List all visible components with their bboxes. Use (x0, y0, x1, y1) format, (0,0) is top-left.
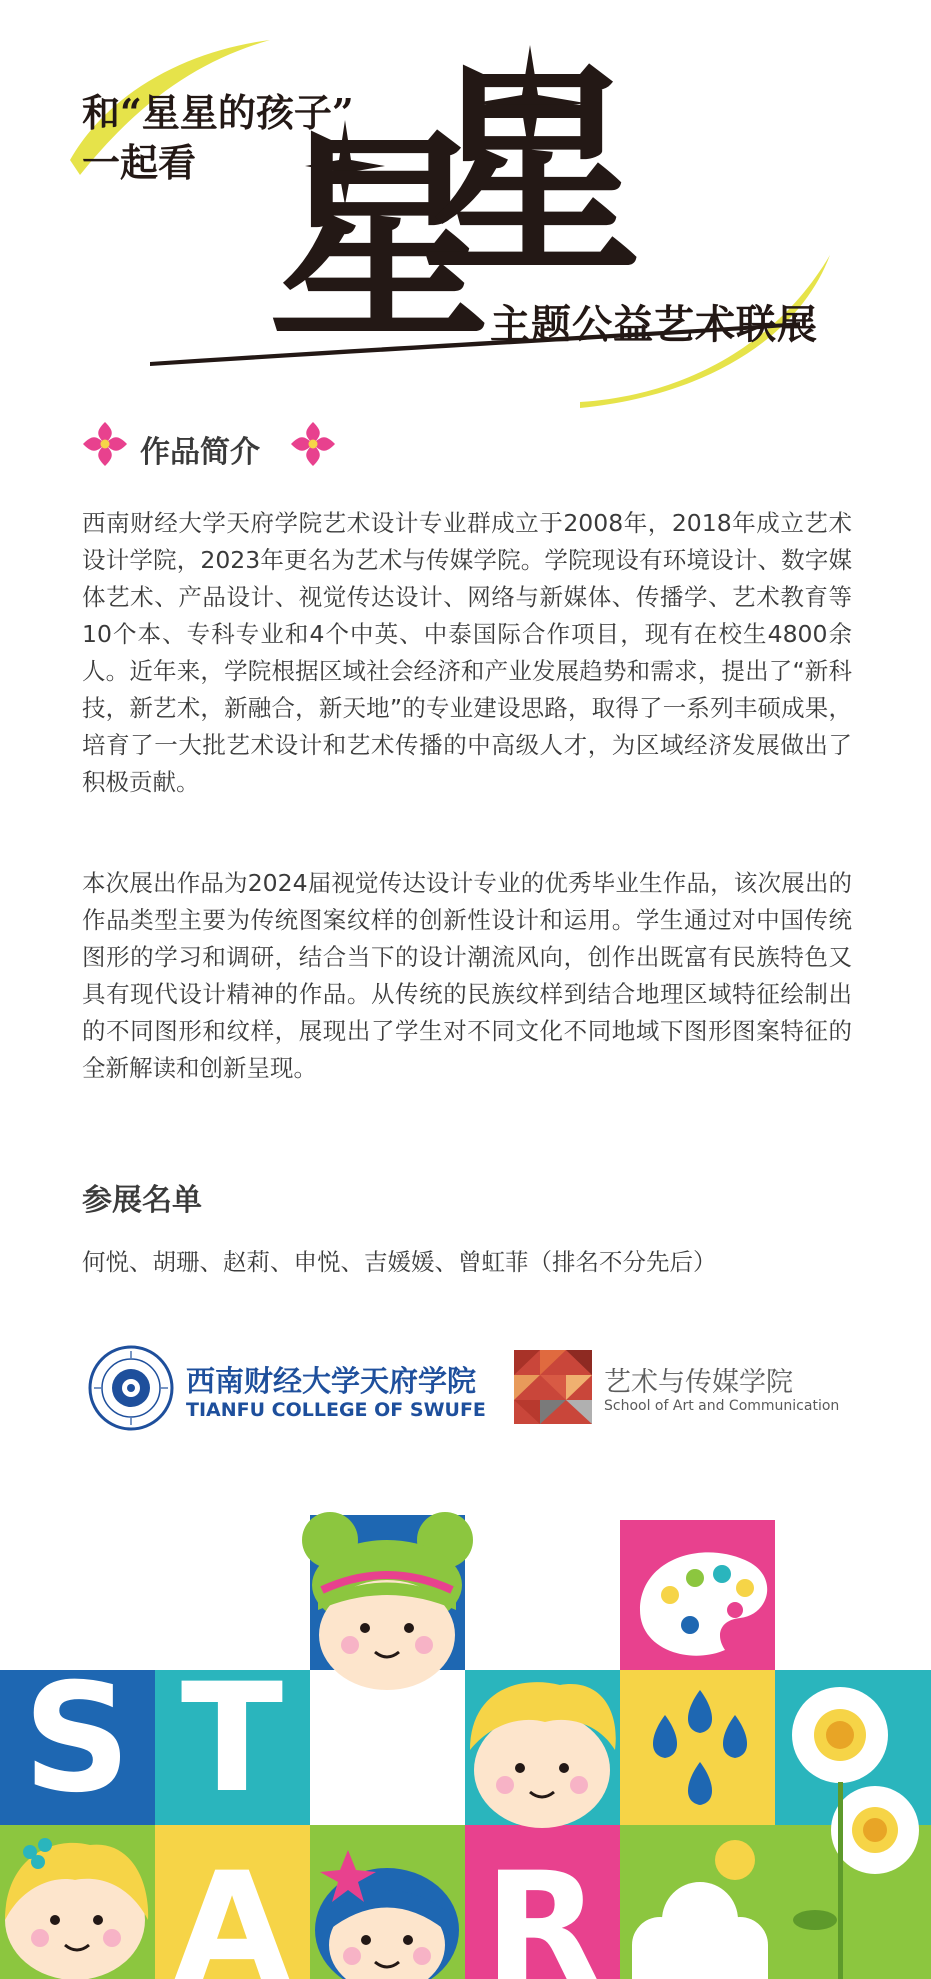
intro-paragraph-2: 本次展出作品为2024届视觉传达设计专业的优秀毕业生作品，该次展出的作品类型主要为传统图案纹样的创新性设计和运用。学生通过对中国传统图形的学习和调研，结合当下的设计潮流风向，创作出既富有民族特色又具有现代设计精神的作品。从传统的民族纹样到结合地理区域特征绘制出的不同图形和纹样，展现出了学生对不同文化不同地域下图形图案特征的全新解读和创新呈现。 (82, 869, 852, 1082)
grid-tile-white (310, 1670, 465, 1825)
letter-s: S (22, 1652, 132, 1826)
letter-t: T (180, 1652, 284, 1826)
boy-yellow-hair-icon (470, 1682, 616, 1828)
header-line-2: 一起看 (82, 140, 197, 185)
art-school-name-en: School of Art and Communication (604, 1398, 840, 1414)
participants-title: 参展名单 (82, 1183, 202, 1218)
participants-names: 何悦、胡珊、赵莉、申悦、吉媛媛、曾虹菲（排名不分先后） (82, 1248, 717, 1276)
header-line-1: 和“星星的孩子” (82, 90, 354, 135)
college-seal-icon (88, 1345, 174, 1431)
art-school-mark-icon (514, 1350, 592, 1424)
college-name-en: TIANFU COLLEGE OF SWUFE (186, 1399, 486, 1421)
header-big-char-2: 星 (420, 43, 642, 303)
art-school-logo (514, 1350, 854, 1430)
intro-title: 作品简介 (140, 435, 260, 470)
intro-paragraph-1: 西南财经大学天府学院艺术设计专业群成立于2008年，2018年成立艺术设计学院，2023年更名为艺术与传媒学院。学院现设有环境设计、数字媒体艺术、产品设计、视觉传达设计、网络与新媒体、传播学、艺术教育等10个本、专科专业和4个中英、中泰国际合作项目，现有在校生4800余人。近年来，学院根据区域社会经济和产业发展趋势和需求，提出了“新科技，新艺术，新融合，新天地”的专业建设思路，取得了一系列丰硕成果，培育了一大批艺术设计和艺术传播的中高级人才，为区域经济发展做出了积极贡献。 (82, 509, 852, 796)
letter-r: R (484, 1841, 600, 1979)
tianfu-college-logo (88, 1345, 486, 1435)
header-big-char-1: 星 (268, 109, 490, 369)
letter-a: A (173, 1841, 291, 1979)
flower-icon (82, 421, 128, 467)
college-name-cn: 西南财经大学天府学院 (186, 1364, 477, 1398)
header-subtitle: 主题公益艺术联展 (490, 301, 818, 348)
flower-icon (290, 421, 336, 467)
star-grid-illustration (0, 1500, 931, 1979)
art-school-name-cn: 艺术与传媒学院 (604, 1367, 793, 1398)
